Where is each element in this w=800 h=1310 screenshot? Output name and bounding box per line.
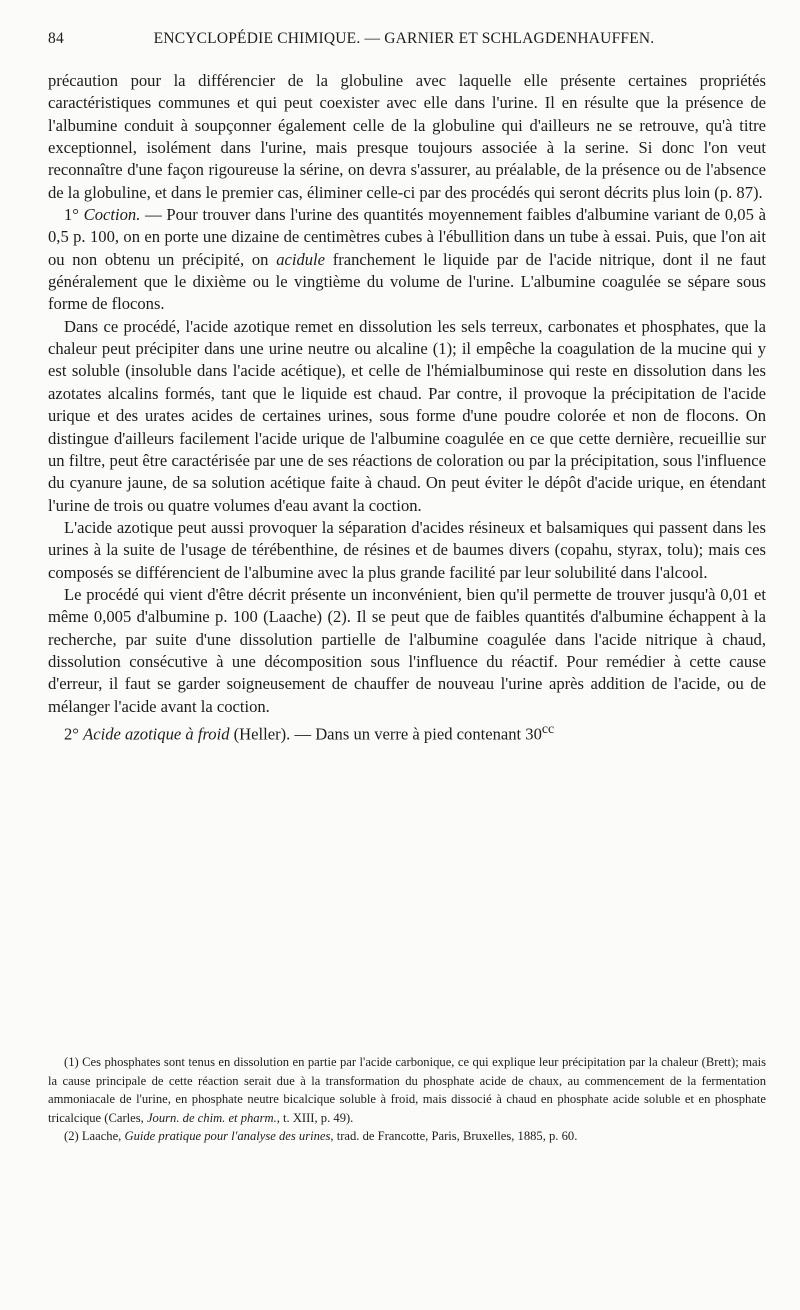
journal-title: Journ. de chim. et pharm. xyxy=(146,1110,277,1125)
body-text xyxy=(48,70,766,746)
section-title-coction: Coction. xyxy=(83,205,141,225)
paragraph-procedure: Dans ce procédé, l'acide azotique remet en dissolution les sels terreux, carbonates et phosphates, que la chaleur peut précipiter dans une urine neutre ou alcaline (1); il empêche la coagulation de la mucine qui y est soluble (insoluble dans l'acide acétique), et celle de l'hémialbuminose qui reste en dissolution dans les azotates alcalins formés, tant que le liquide est chaud. Par contre, il provoque la précipitation de l'acide urique et des urates acides de certaines urines, sous forme d'une poudre colorée et non de flocons. On distingue d'ailleurs facilement l'acide urique de l'albumine coagulée en ce que cette dernière, recueillie sur un filtre, peut être caractérisée par une de ses réactions de coloration ou par la précipitation, sous l'influence du cyanure jaune, de sa solution acétique faite à chaud. On peut éviter le dépôt d'acide urique, en étendant l'urine de trois ou quatre volumes d'eau avant la coction. xyxy=(48,316,766,515)
footnotes xyxy=(48,1053,766,1146)
section-title-cold-acid: Acide azotique à froid xyxy=(83,724,230,744)
page-number: 84 xyxy=(48,30,64,47)
emphasis-term: acidule xyxy=(276,249,326,269)
paragraph-continuation: précaution pour la différencier de la globuline avec laquelle elle présente certaines propriétés caractéristiques communes et qui peut coexister avec elle dans l'urine. Il en résulte que la présence de l'albumine conduit à soupçonner également celle de la globuline qui d'ailleurs ne se retrouve, qu'à titre exceptionnel, isolément dans l'urine, mais presque toujours associée à la serine. Si donc l'on veut reconnaître d'une façon rigoureuse la sérine, on devra s'assurer, au préalable, de la présence ou de l'absence de la globuline, et dans le premier cas, éliminer celle-ci par des procédés qui seront décrits plus loin (p. 87). xyxy=(48,71,766,202)
paragraph-text: franchement le liquide par de l'acide nitrique, dont il ne faut généralement que le dixième ou le vingtième du volume de l'urine. L'albumine coagulée se sépare sous forme de flocons. xyxy=(48,249,767,314)
paragraph-text: (Heller). — Dans un verre à pied contenant 30 xyxy=(229,724,542,744)
running-title: ENCYCLOPÉDIE CHIMIQUE. — GARNIER ET SCHLAGDENHAUFFEN. xyxy=(153,30,655,47)
paragraph-inconvenience: Le procédé qui vient d'être décrit présente un inconvénient, bien qu'il permette de trouver jusqu'à 0,01 et même 0,005 d'albumine p. 100 (Laache) (2). Il se peut que de faibles quantités d'albumine échappent à la recherche, par suite d'une dissolution partielle de l'albumine coagulée dans l'acide nitrique à chaud, dissolution consécutive à une décomposition sous l'influence du réactif. Pour remédier à cette cause d'erreur, il faut se garder soigneusement de chauffer de nouveau l'urine après addition de l'acide, ou de mélanger l'acide avant la coction. xyxy=(48,584,766,716)
book-title: Guide pratique pour l'analyse des urines xyxy=(124,1129,331,1144)
footnote-2: (2) Laache, Guide pratique pour l'analyse des urines, trad. de Francotte, Paris, Bruxelles, 1885, p. 60. xyxy=(64,1129,578,1144)
unit-superscript: cc xyxy=(541,720,555,736)
paragraph-coction xyxy=(48,204,766,316)
paragraph-resins: L'acide azotique peut aussi provoquer la séparation d'acides résineux et balsamiques qui passent dans les urines à la suite de l'usage de térébenthine, de résines et de baumes divers (copahu, styrax, tolu); mais ces composés se différencient de l'albumine avec la plus grande facilité par leur solubilité dans l'alcool. xyxy=(48,517,766,582)
footnote-1: (1) Ces phosphates sont tenus en dissolution en partie par l'acide carbonique, ce qui explique leur précipitation par la chaleur (Brett); mais la cause principale de cette réaction serait due à la transformation du phosphate acide de chaux, au commencement de la fermentation ammoniacale de l'urine, en phosphate neutre bicalcique soluble à froid, mais dissocié à chaud en phosphate acide soluble et en phosphate tricalcique (Carles, Journ. de chim. et pharm., t. XIII, p. 49). xyxy=(48,1055,766,1125)
section-number: 2° xyxy=(64,724,84,744)
paragraph-cold-nitric-acid xyxy=(48,718,766,746)
paragraph-text: — Pour trouver dans l'urine des quantités moyennement faibles d'albumine variant de 0,05 à 0,5 p. 100, on en porte une dizaine de centimètres cubes à l'ébullition dans un tube à essai. Puis, que l'on ait ou non obtenu un précipité, on xyxy=(48,205,766,269)
section-number: 1° xyxy=(64,205,84,225)
page-header xyxy=(48,30,760,54)
